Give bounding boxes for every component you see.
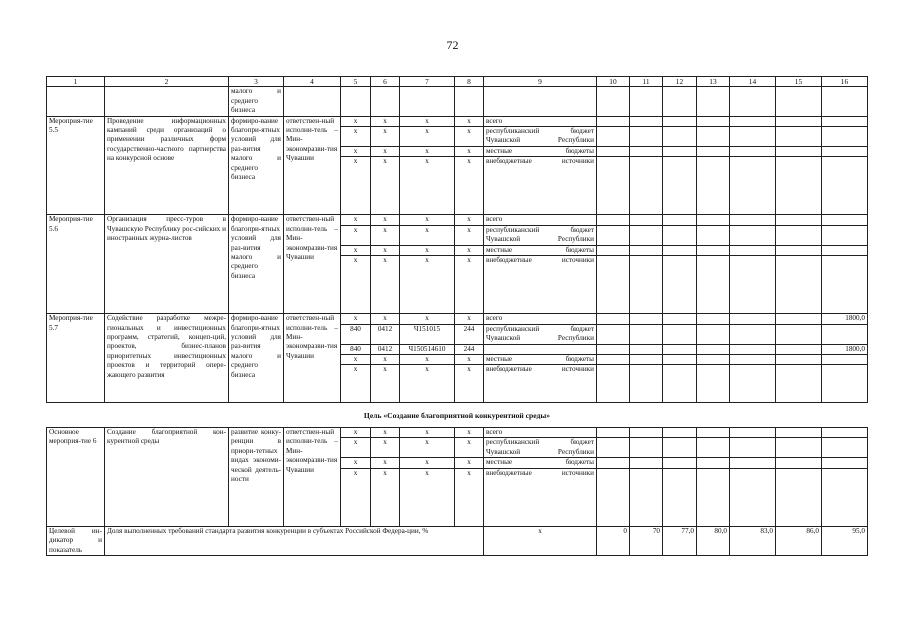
amount-cell <box>822 147 868 157</box>
code-cell: x <box>455 147 484 157</box>
table-cell <box>697 468 730 526</box>
header-cell: 14 <box>730 77 776 87</box>
code-cell: x <box>371 157 400 215</box>
indicator-marker-cell: x <box>484 526 597 555</box>
code-cell: x <box>400 147 455 157</box>
code-cell: x <box>455 127 484 147</box>
table-cell <box>730 458 776 468</box>
table-cell <box>730 215 776 225</box>
table-cell <box>597 215 630 225</box>
table-cell <box>663 147 697 157</box>
event-description-cell: Содействие разработке межре-гиональных и инвестиционных программ, стратегий, концеп-ций, проектов, бизнес-планов приоритетных инвестиционных проектов и территорий опере-жающего развития <box>105 314 229 403</box>
code-cell: x <box>371 215 400 225</box>
indicator-value-cell: 0 <box>597 526 630 555</box>
table-cell <box>663 438 697 458</box>
table-cell <box>730 127 776 147</box>
amount-cell <box>822 116 868 126</box>
table-cell <box>776 147 822 157</box>
table-cell <box>597 355 630 365</box>
table-cell <box>697 458 730 468</box>
goal-row <box>47 403 868 427</box>
table-cell <box>730 314 776 324</box>
table-cell <box>730 87 776 116</box>
table-cell <box>597 438 630 458</box>
target-cell: формиро-вание благопри-ятных условий для раз-вития малого и среднего бизнеса <box>229 314 284 403</box>
table-cell <box>663 157 697 215</box>
table-cell <box>776 365 822 403</box>
table-row <box>47 314 868 324</box>
table-cell <box>663 225 697 245</box>
table-cell <box>663 365 697 403</box>
table-cell <box>455 87 484 116</box>
code-cell: x <box>455 245 484 255</box>
amount-cell: 1800,0 <box>822 314 868 324</box>
header-cell: 2 <box>105 77 229 87</box>
table-cell <box>697 344 730 354</box>
table-cell <box>597 365 630 403</box>
indicator-value-cell: 95,0 <box>822 526 868 555</box>
table-cell <box>776 344 822 354</box>
table-cell <box>630 87 663 116</box>
funding-source-cell: всего <box>484 215 597 225</box>
table-cell <box>730 438 776 458</box>
table-cell <box>697 324 730 344</box>
code-cell: x <box>341 438 371 458</box>
funding-source-cell: республиканский бюджет Чувашской Республики <box>484 225 597 245</box>
amount-cell: 1800,0 <box>822 344 868 354</box>
header-cell: 13 <box>697 77 730 87</box>
table-cell <box>630 116 663 126</box>
table-cell <box>730 157 776 215</box>
table-cell <box>284 87 341 116</box>
code-cell: x <box>455 157 484 215</box>
table-cell <box>663 427 697 437</box>
table-cell <box>630 344 663 354</box>
code-cell: x <box>455 468 484 526</box>
table-cell <box>776 225 822 245</box>
table-cell <box>730 245 776 255</box>
table-cell <box>697 355 730 365</box>
responsible-cell: ответствен-ный исполни-тель – Мин-экономразви-тия Чувашии <box>284 215 341 314</box>
header-cell: 4 <box>284 77 341 87</box>
table-cell <box>630 355 663 365</box>
table-cell <box>400 87 455 116</box>
code-cell: x <box>371 468 400 526</box>
code-cell: x <box>341 468 371 526</box>
table-cell <box>776 458 822 468</box>
event-description-cell: Создание благоприятной кон-курентной среды <box>105 427 229 526</box>
target-cell: развитие конку-ренции в приори-тетных видах экономи-ческой деятель-ности <box>229 427 284 526</box>
table-cell <box>597 427 630 437</box>
funding-source-cell: внебюджетные источники <box>484 365 597 403</box>
code-cell: x <box>400 245 455 255</box>
table-cell <box>663 355 697 365</box>
code-cell: x <box>341 314 371 324</box>
table-cell <box>597 116 630 126</box>
code-cell: x <box>400 427 455 437</box>
code-cell: x <box>371 458 400 468</box>
responsible-cell: ответствен-ный исполни-тель – Мин-экономразви-тия Чувашии <box>284 116 341 215</box>
event-name-cell: Мероприя-тие 5.7 <box>47 314 105 403</box>
code-cell: x <box>371 314 400 324</box>
table-cell <box>697 87 730 116</box>
table-cell <box>776 116 822 126</box>
table-cell <box>630 468 663 526</box>
amount-cell <box>822 225 868 245</box>
table-cell <box>776 127 822 147</box>
code-cell: x <box>341 147 371 157</box>
indicator-value-cell: 70 <box>630 526 663 555</box>
table-cell <box>630 365 663 403</box>
table-row <box>47 87 868 116</box>
code-cell: x <box>400 365 455 403</box>
table-cell <box>697 365 730 403</box>
amount-cell <box>822 324 868 344</box>
table-cell <box>663 324 697 344</box>
goal-title: Цель «Создание благоприятной конкурентной среды» <box>47 403 868 427</box>
event-description-cell: Организация пресс-туров в Чувашскую Республику рос-сийских и иностранных журна-листов <box>105 215 229 314</box>
table-cell <box>697 314 730 324</box>
table-cell <box>597 256 630 314</box>
amount-cell <box>822 256 868 314</box>
header-cell: 6 <box>371 77 400 87</box>
code-cell: x <box>400 438 455 458</box>
table-cell <box>776 468 822 526</box>
table-cell <box>663 468 697 526</box>
target-cell: формиро-вание благопри-ятных условий для раз-вития малого и среднего бизнеса <box>229 215 284 314</box>
table-cell <box>630 147 663 157</box>
table-cell <box>776 427 822 437</box>
table-cell <box>663 256 697 314</box>
indicator-value-cell: 83,0 <box>730 526 776 555</box>
code-cell: x <box>455 365 484 403</box>
code-cell: x <box>400 116 455 126</box>
funding-source-cell: республиканский бюджет Чувашской Республики <box>484 127 597 147</box>
table-cell <box>776 314 822 324</box>
table-cell <box>697 157 730 215</box>
header-cell: 15 <box>776 77 822 87</box>
table-cell <box>697 245 730 255</box>
code-cell: x <box>341 215 371 225</box>
funding-source-cell: местные бюджеты <box>484 245 597 255</box>
table-cell <box>663 87 697 116</box>
table-cell <box>597 245 630 255</box>
code-cell: x <box>371 225 400 245</box>
table-cell <box>730 355 776 365</box>
table-row <box>47 116 868 126</box>
table-cell <box>484 87 597 116</box>
table-cell <box>776 215 822 225</box>
header-cell: 5 <box>341 77 371 87</box>
code-cell: 840 <box>341 344 371 354</box>
event-name-cell: Мероприя-тие 5.5 <box>47 116 105 215</box>
code-cell: 840 <box>341 324 371 344</box>
responsible-cell: ответствен-ный исполни-тель – Мин-экономразви-тия Чувашии <box>284 314 341 403</box>
table-cell <box>697 147 730 157</box>
event-name-cell: Мероприя-тие 5.6 <box>47 215 105 314</box>
table-row <box>47 215 868 225</box>
table-cell <box>663 344 697 354</box>
event-description-cell: Проведение информационных кампаний среди организаций о применении различных форм государственно-частного партнерства на конкурсной основе <box>105 116 229 215</box>
funding-source-cell <box>484 344 597 354</box>
table-cell <box>597 344 630 354</box>
table-cell <box>630 157 663 215</box>
code-cell: x <box>371 365 400 403</box>
code-cell: x <box>400 355 455 365</box>
code-cell: x <box>455 438 484 458</box>
header-cell: 9 <box>484 77 597 87</box>
table-cell <box>730 324 776 344</box>
table-row <box>47 427 868 437</box>
table-cell <box>663 458 697 468</box>
code-cell: x <box>341 256 371 314</box>
table-cell <box>697 427 730 437</box>
funding-source-cell: внебюджетные источники <box>484 157 597 215</box>
code-cell: x <box>341 225 371 245</box>
code-cell: x <box>455 256 484 314</box>
table-cell <box>105 87 229 116</box>
header-cell: 11 <box>630 77 663 87</box>
code-cell: x <box>371 355 400 365</box>
table-cell <box>776 355 822 365</box>
code-cell: x <box>371 438 400 458</box>
indicator-value-cell: 86,0 <box>776 526 822 555</box>
amount-cell <box>822 157 868 215</box>
table-cell <box>822 438 868 458</box>
header-cell: 12 <box>663 77 697 87</box>
table-cell <box>697 215 730 225</box>
amount-cell <box>822 127 868 147</box>
funding-source-cell: всего <box>484 427 597 437</box>
amount-cell <box>822 215 868 225</box>
table-cell <box>776 256 822 314</box>
code-cell: 244 <box>455 344 484 354</box>
code-cell: x <box>455 116 484 126</box>
header-cell: 16 <box>822 77 868 87</box>
amount-cell <box>822 355 868 365</box>
table-cell <box>776 245 822 255</box>
code-cell: x <box>341 365 371 403</box>
table-cell <box>341 87 371 116</box>
code-cell: x <box>455 225 484 245</box>
table-cell <box>730 116 776 126</box>
funding-source-cell: республиканский бюджет Чувашской Республики <box>484 438 597 458</box>
table-cell <box>822 458 868 468</box>
code-cell: x <box>455 314 484 324</box>
code-cell: x <box>371 147 400 157</box>
code-cell: x <box>455 458 484 468</box>
code-cell: x <box>341 427 371 437</box>
table-cell <box>730 256 776 314</box>
table-cell <box>663 215 697 225</box>
code-cell: x <box>371 127 400 147</box>
table-cell <box>47 87 105 116</box>
table-cell <box>597 324 630 344</box>
code-cell: x <box>400 215 455 225</box>
table-cell <box>730 365 776 403</box>
table-cell <box>663 127 697 147</box>
table-cell <box>697 116 730 126</box>
target-cell: малого и среднего бизнеса <box>229 87 284 116</box>
page-number: 72 <box>446 38 459 52</box>
event-name-cell: Основное мероприя-тие 6 <box>47 427 105 526</box>
code-cell: x <box>341 245 371 255</box>
table-cell <box>630 427 663 437</box>
code-cell: x <box>455 427 484 437</box>
table-cell <box>697 438 730 458</box>
table-cell <box>776 438 822 458</box>
header-cell: 7 <box>400 77 455 87</box>
header-cell: 3 <box>229 77 284 87</box>
funding-source-cell: внебюджетные источники <box>484 256 597 314</box>
funding-source-cell: внебюджетные источники <box>484 468 597 526</box>
code-cell: x <box>400 225 455 245</box>
table-cell <box>630 438 663 458</box>
code-cell: x <box>371 256 400 314</box>
responsible-cell: ответствен-ный исполни-тель – Мин-экономразви-тия Чувашии <box>284 427 341 526</box>
code-cell: 0412 <box>371 324 400 344</box>
indicator-description-cell: Доля выполненных требований стандарта развития конкуренции в субъектах Российской Федера-ции, % <box>105 526 484 555</box>
table-cell <box>730 468 776 526</box>
code-cell: x <box>341 355 371 365</box>
code-cell: x <box>341 157 371 215</box>
table-cell <box>822 468 868 526</box>
code-cell: 0412 <box>371 344 400 354</box>
code-cell: x <box>341 116 371 126</box>
indicator-value-cell: 80,0 <box>697 526 730 555</box>
code-cell: x <box>371 116 400 126</box>
table-cell <box>597 127 630 147</box>
code-cell: x <box>400 256 455 314</box>
funding-source-cell: местные бюджеты <box>484 355 597 365</box>
table-cell <box>697 127 730 147</box>
table-cell <box>597 157 630 215</box>
code-cell: Ч151015 <box>400 324 455 344</box>
amount-cell <box>822 365 868 403</box>
header-cell: 1 <box>47 77 105 87</box>
table-cell <box>630 256 663 314</box>
header-cell: 10 <box>597 77 630 87</box>
table-cell <box>371 87 400 116</box>
table-cell <box>630 458 663 468</box>
code-cell: Ч150514610 <box>400 344 455 354</box>
table-cell <box>630 127 663 147</box>
code-cell: x <box>400 127 455 147</box>
table-cell <box>663 245 697 255</box>
funding-source-cell: всего <box>484 116 597 126</box>
indicator-row <box>47 526 868 555</box>
table-cell <box>730 147 776 157</box>
table-cell <box>730 225 776 245</box>
code-cell: x <box>455 215 484 225</box>
table-cell <box>597 147 630 157</box>
table-cell <box>630 324 663 344</box>
funding-source-cell: местные бюджеты <box>484 458 597 468</box>
table-cell <box>697 225 730 245</box>
table-cell <box>776 157 822 215</box>
table-cell <box>697 256 730 314</box>
code-cell: 244 <box>455 324 484 344</box>
table-cell <box>776 87 822 116</box>
table-cell <box>730 427 776 437</box>
budget-table <box>46 76 868 556</box>
code-cell: x <box>371 427 400 437</box>
table-cell <box>663 116 697 126</box>
amount-cell <box>822 245 868 255</box>
table-cell <box>630 314 663 324</box>
code-cell: x <box>400 157 455 215</box>
code-cell: x <box>341 458 371 468</box>
code-cell: x <box>400 458 455 468</box>
code-cell: x <box>400 468 455 526</box>
table-cell <box>597 458 630 468</box>
indicator-value-cell: 77,0 <box>663 526 697 555</box>
table-cell <box>663 314 697 324</box>
table-cell <box>776 324 822 344</box>
table-cell <box>630 225 663 245</box>
table-cell <box>822 87 868 116</box>
header-cell: 8 <box>455 77 484 87</box>
table-body <box>47 77 868 556</box>
funding-source-cell: республиканский бюджет Чувашской Республики <box>484 324 597 344</box>
table-cell <box>597 314 630 324</box>
funding-source-cell: местные бюджеты <box>484 147 597 157</box>
target-cell: формиро-вание благопри-ятных условий для раз-вития малого и среднего бизнеса <box>229 116 284 215</box>
code-cell: x <box>371 245 400 255</box>
table-cell <box>730 344 776 354</box>
table-cell <box>597 225 630 245</box>
table-cell <box>597 87 630 116</box>
table-cell <box>597 468 630 526</box>
header-row <box>47 77 868 87</box>
indicator-name-cell: Целевой ин-дикатор и показатель <box>47 526 105 555</box>
code-cell: x <box>455 355 484 365</box>
table-cell <box>630 245 663 255</box>
funding-source-cell: всего <box>484 314 597 324</box>
code-cell: x <box>400 314 455 324</box>
table-cell <box>630 215 663 225</box>
table-cell <box>822 427 868 437</box>
code-cell: x <box>341 127 371 147</box>
